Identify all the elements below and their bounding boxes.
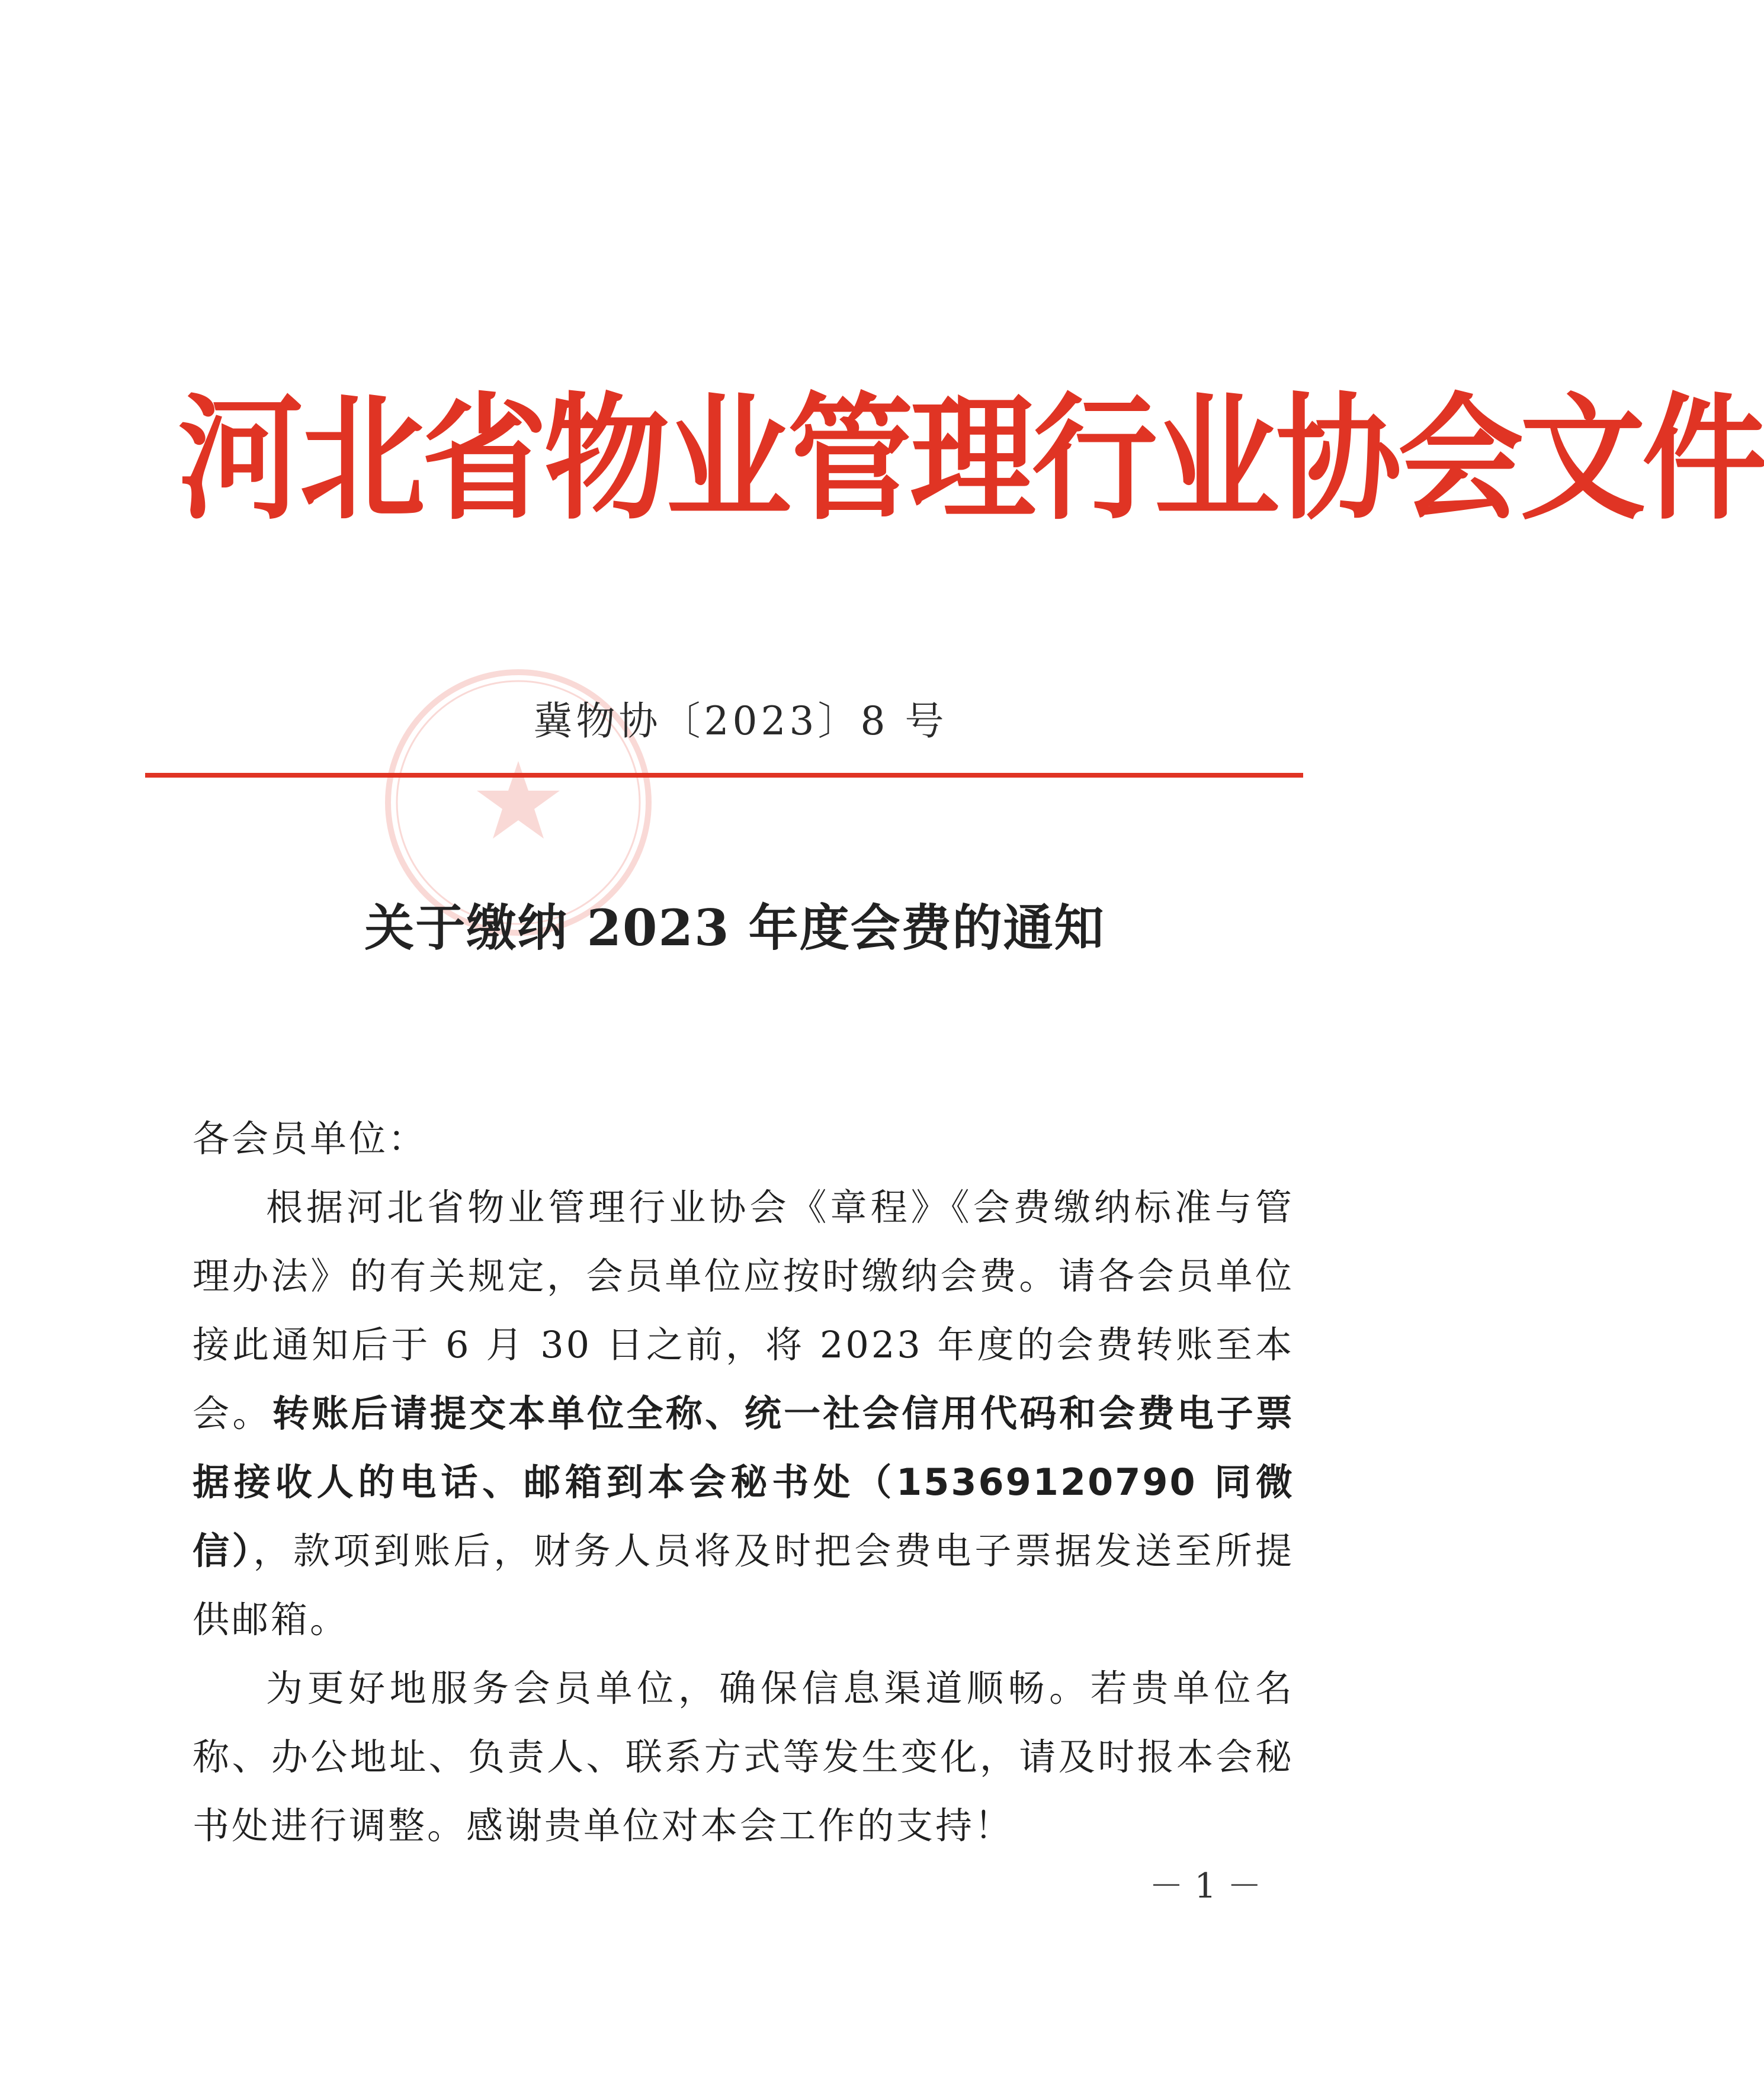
paragraph-intro-text: 根据河北省物业管理行业协会《章程》《会费缴纳标准与管理办法》的有关规定，会员单位应按时缴纳会费。请各会员单位接此通知后于 6 月 30 日之前，将 2023 年度的会费转账至本会。 bbox=[193, 1186, 1294, 1435]
red-divider-line bbox=[145, 773, 1303, 778]
salutation: 各会员单位： bbox=[193, 1117, 428, 1160]
document-number: 冀物协〔2023〕8 号 bbox=[533, 698, 948, 744]
notice-title: 关于缴纳 2023 年度会费的通知 bbox=[364, 898, 1105, 957]
paragraph-payment-instructions bbox=[193, 1173, 1294, 1654]
page-number: － 1 － bbox=[1149, 1866, 1262, 1906]
document-header-title: 河北省物业管理行业协会文件 bbox=[178, 378, 1764, 538]
paragraph-tail-text: ，款项到账后，财务人员将及时把会费电子票据发送至所提供邮箱。 bbox=[193, 1529, 1294, 1641]
notice-body bbox=[193, 1105, 1294, 1860]
emphasized-submission-instructions: 转账后请提交本单位全称、统一社会信用代码和会费电子票据接收人的电话、邮箱到本会秘书处（15369120790 同微信） bbox=[193, 1392, 1294, 1572]
paragraph-info-update: 为更好地服务会员单位，确保信息渠道顺畅。若贵单位名称、办公地址、负责人、联系方式等发生变化，请及时报本会秘书处进行调整。感谢贵单位对本会工作的支持！ bbox=[193, 1667, 1294, 1847]
